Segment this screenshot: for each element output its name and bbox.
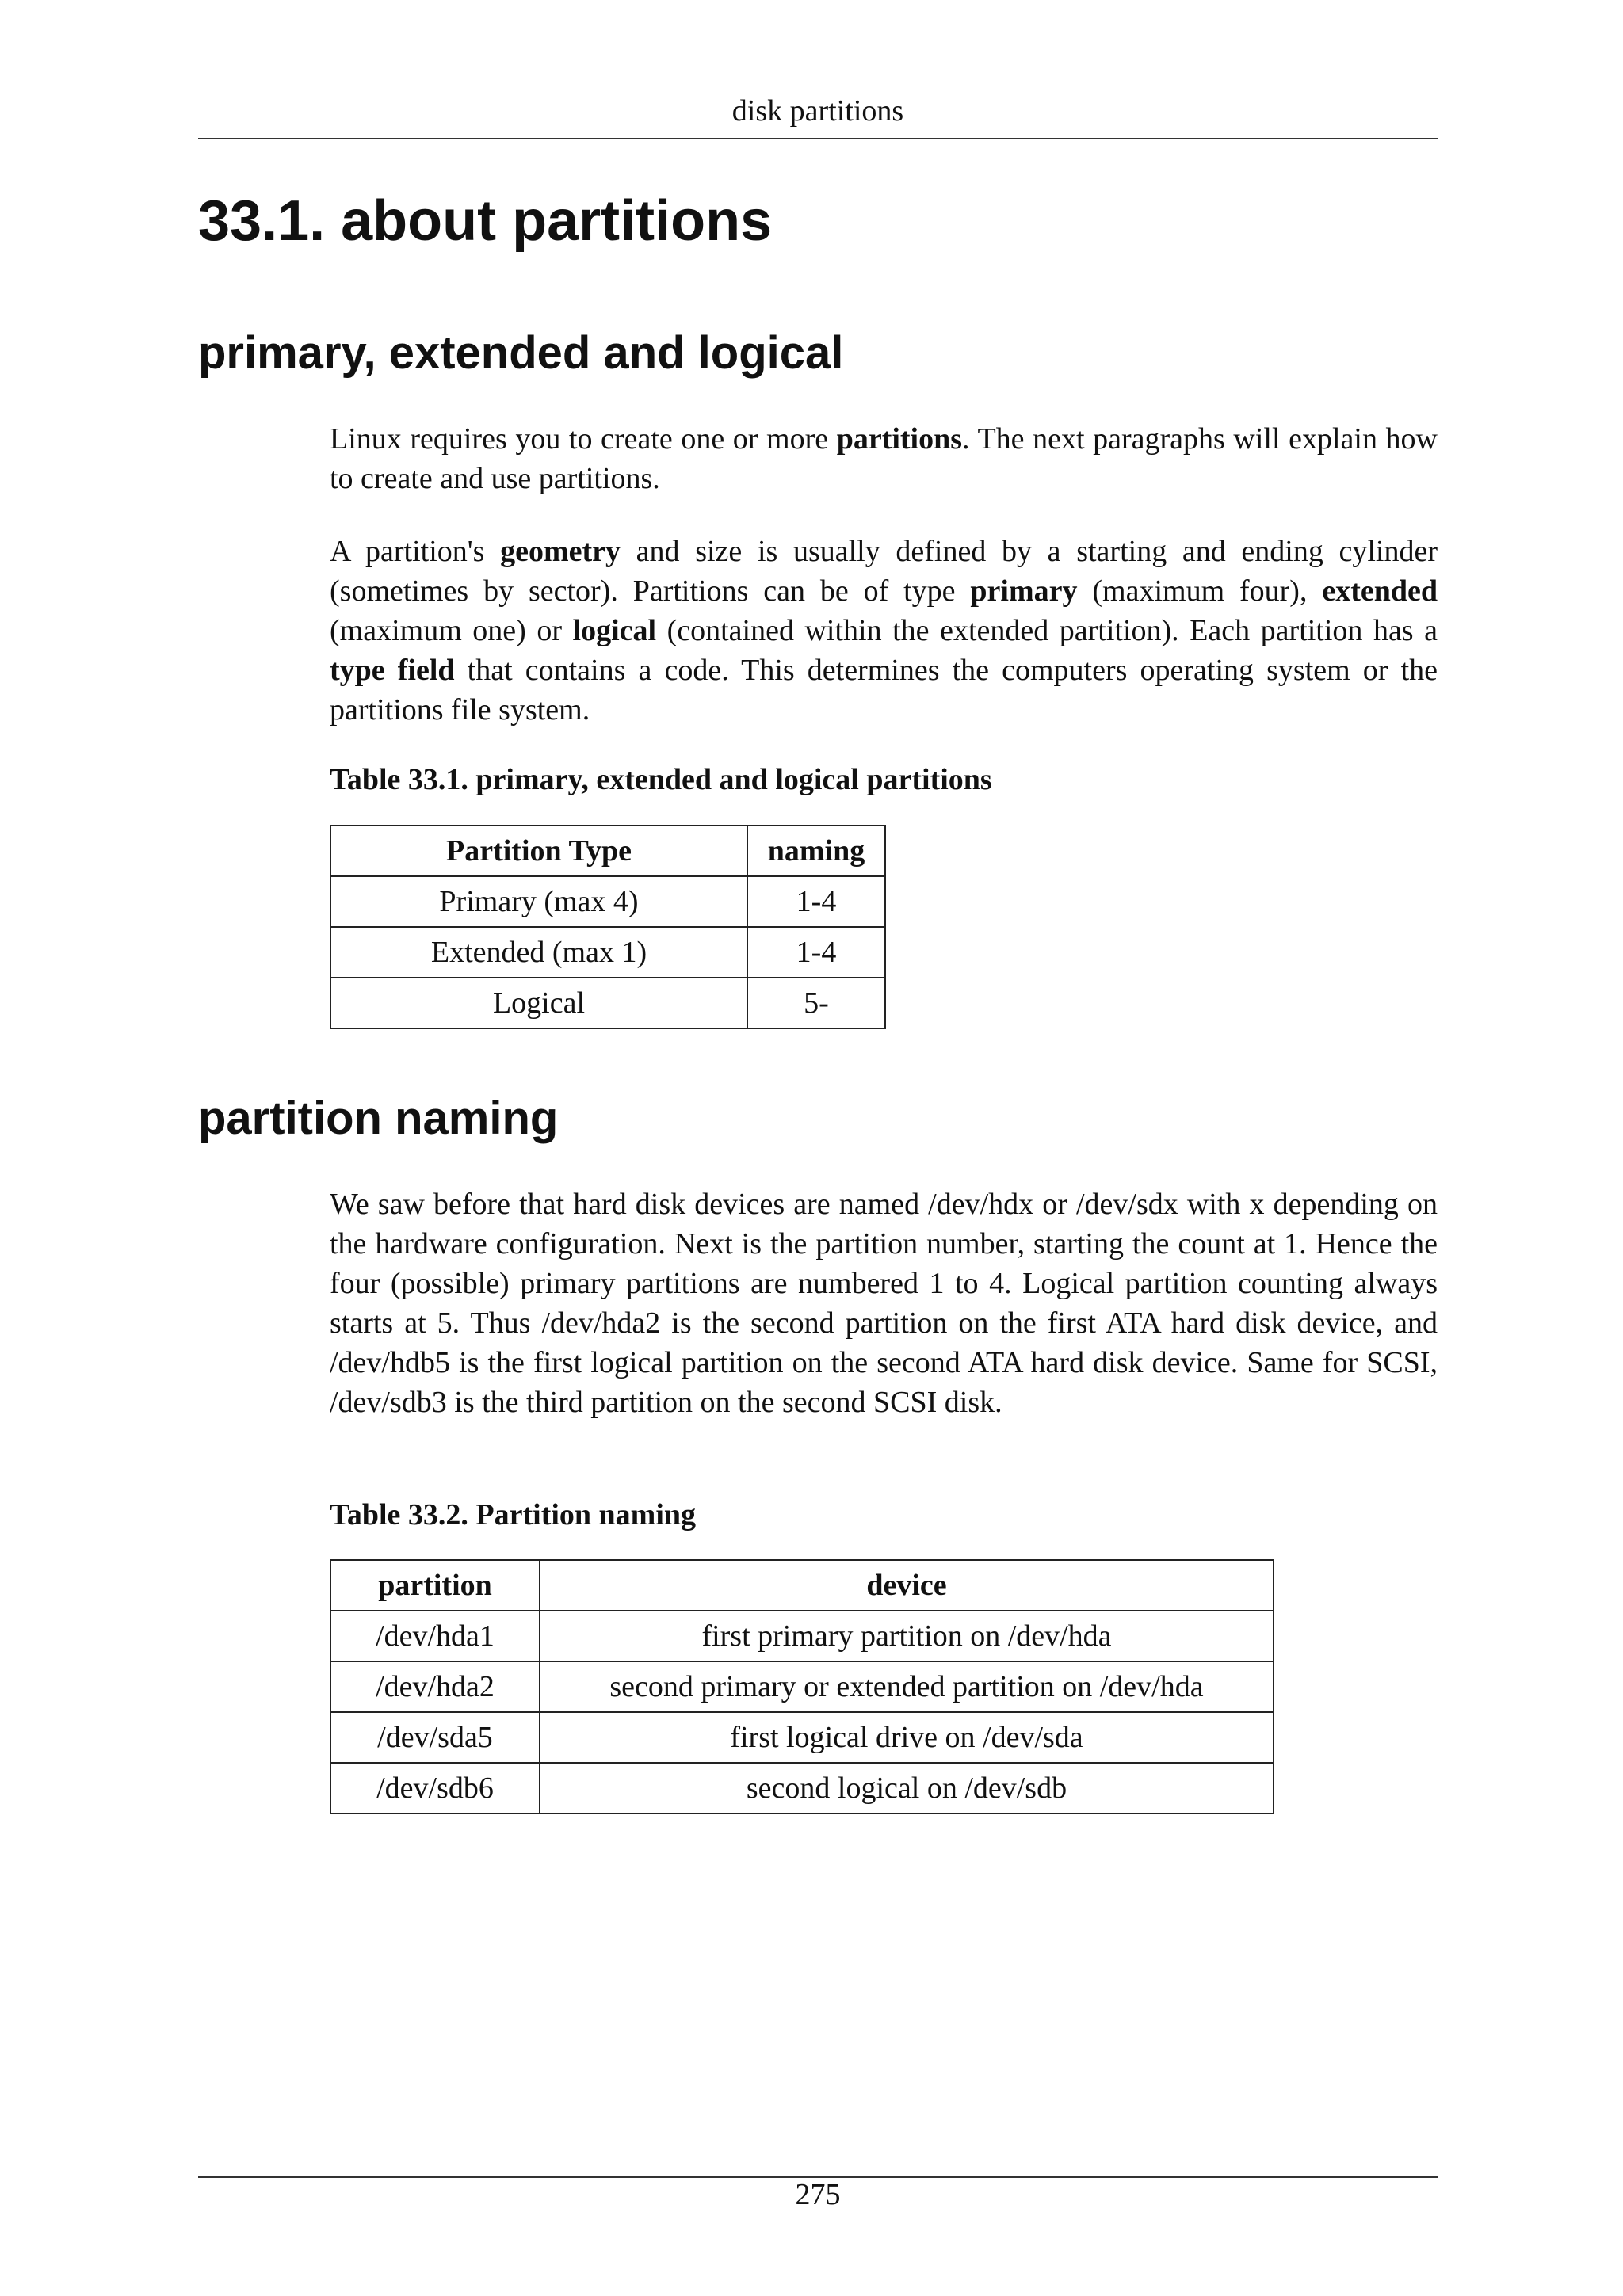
table-cell: 1-4 (747, 876, 885, 927)
intro-paragraph (330, 419, 1438, 498)
table-header-row (330, 826, 885, 876)
table-row (330, 1611, 1274, 1661)
table-row (330, 1661, 1274, 1712)
bold-term: logical (572, 614, 657, 647)
bold-term: partitions (836, 422, 963, 456)
table-cell: 5- (747, 978, 885, 1028)
text-run: Linux requires you to create one or more (330, 422, 837, 456)
table-cell: second primary or extended partition on /dev/hda (540, 1661, 1274, 1712)
text-run: A partition's (330, 535, 501, 568)
text-run: that contains a code. This determines the computers operating system or the partitions file system. (330, 654, 1438, 727)
naming-paragraph: We saw before that hard disk devices are named /dev/hdx or /dev/sdx with x depending on the hardware configuration. Next is the partition number, starting the count at 1. Hence the four (possible) primary partitions are numbered 1 to 4. Logical partition counting always starts at 5. Thus /dev/hda2 is the second partition on the first ATA hard disk device, and /dev/hdb5 is the first logical partition on the second ATA hard disk device. Same for SCSI, /dev/sdb3 is the third partition on the second SCSI disk. (330, 1188, 1438, 1419)
text-run: (maximum four), (1077, 574, 1323, 608)
text-run: (contained within the extended partition). Each partition has a (656, 614, 1438, 647)
section-heading-partition-naming: partition naming (198, 1093, 559, 1144)
table-cell: Primary (max 4) (330, 876, 747, 927)
bold-term: primary (970, 574, 1078, 608)
table-cell: /dev/sdb6 (330, 1763, 540, 1814)
table-cell: first primary partition on /dev/hda (540, 1611, 1274, 1661)
text-run: . The next paragraphs will explain how to create and use partitions. (330, 422, 1438, 495)
table-cell: Logical (330, 978, 747, 1028)
table-header-cell: partition (330, 1560, 540, 1611)
table-cell: 1-4 (747, 927, 885, 978)
table-header-cell: device (540, 1560, 1274, 1611)
text-run: (maximum one) or (330, 614, 573, 647)
geometry-paragraph (330, 532, 1438, 730)
table-cell: /dev/hda1 (330, 1611, 540, 1661)
bold-term: extended (1322, 574, 1438, 608)
header-rule (198, 138, 1438, 139)
table-cell: first logical drive on /dev/sda (540, 1712, 1274, 1763)
table-row (330, 876, 885, 927)
table-row (330, 978, 885, 1028)
section-heading-primary-extended-logical: primary, extended and logical (198, 327, 844, 379)
table-row (330, 1712, 1274, 1763)
table-caption-2: Table 33.2. Partition naming (330, 1498, 697, 1531)
text-run: and size is usually defined by a starting and ending cylinder (sometimes by sector). Partitions can be of type (330, 535, 1438, 608)
bold-term: geometry (500, 535, 621, 568)
running-header: disk partitions (731, 94, 904, 128)
chapter-heading: 33.1. about partitions (198, 189, 773, 253)
table-header-cell: Partition Type (330, 826, 747, 876)
bold-term: type field (330, 654, 455, 687)
table-row (330, 1763, 1274, 1814)
table-cell: /dev/hda2 (330, 1661, 540, 1712)
table-caption-1: Table 33.1. primary, extended and logical partitions (330, 763, 992, 796)
table-cell: /dev/sda5 (330, 1712, 540, 1763)
table-cell: second logical on /dev/sdb (540, 1763, 1274, 1814)
table-header-cell: naming (747, 826, 885, 876)
partition-naming-table (330, 1559, 1274, 1814)
partition-types-table (330, 825, 886, 1029)
page-number: 275 (795, 2178, 841, 2211)
table-header-row (330, 1560, 1274, 1611)
table-row (330, 927, 885, 978)
table-cell: Extended (max 1) (330, 927, 747, 978)
